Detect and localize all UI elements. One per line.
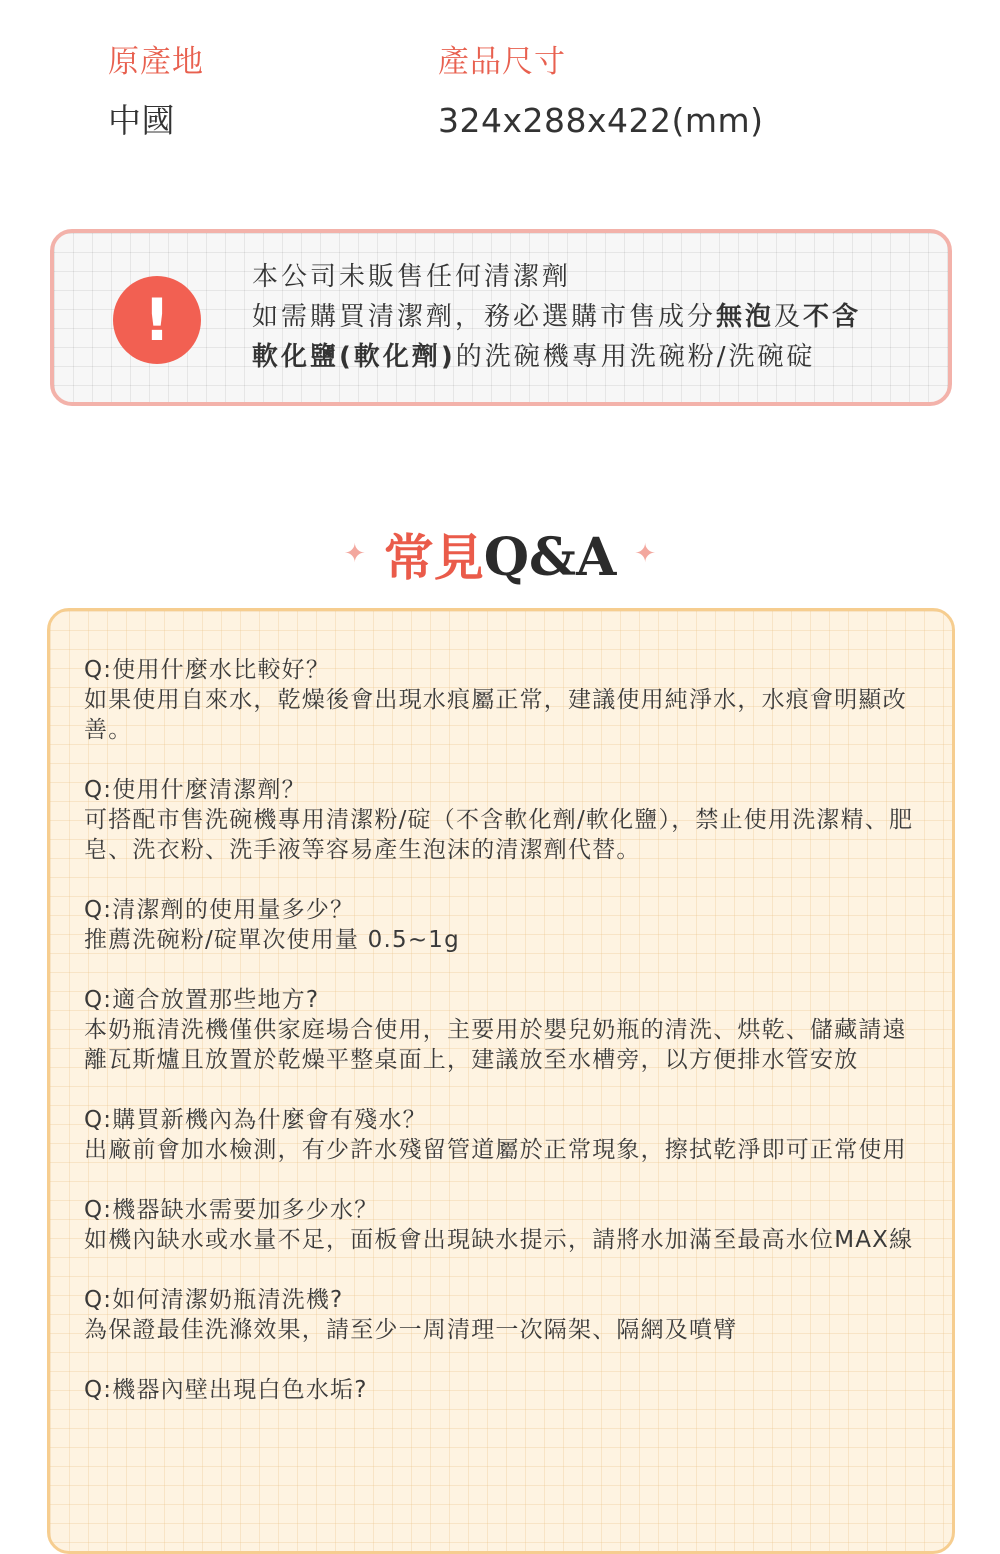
qa-answer: 出廠前會加水檢測，有少許水殘留管道屬於正常現象，擦拭乾淨即可正常使用 [84,1137,907,1163]
qa-answer: 可搭配市售洗碗機專用清潔粉/碇（不含軟化劑/軟化鹽），禁止使用洗潔精、肥皂、洗衣粉、洗手液等容易產生泡沫的清潔劑代替。 [84,807,914,863]
qa-question: Q:使用什麼水比較好？ [84,657,331,683]
size-label: 產品尺寸 [438,44,566,80]
notice-line-1: 本公司未販售任何清潔劑 [252,262,572,292]
qa-item [84,985,914,1075]
qa-question: Q:機器缺水需要加多少水？ [84,1197,379,1223]
size-value: 324x288x422(mm) [438,101,764,140]
qa-answer: 如果使用自來水，乾燥後會出現水痕屬正常，建議使用純淨水，水痕會明顯改善。 [84,687,907,743]
exclamation-icon: ! [113,276,201,364]
qa-question: Q:機器內壁出現白色水垢? [84,1377,368,1403]
notice-line-2-text: 如需購買清潔劑，務必選購市售成分 [252,302,717,332]
origin-label: 原產地 [108,44,204,80]
qa-item [84,1105,914,1165]
notice-line-2 [252,297,932,337]
qa-question: Q:清潔劑的使用量多少？ [84,897,355,923]
origin-value: 中國 [108,101,175,140]
qa-item [84,1375,914,1405]
qa-item [84,895,914,955]
spec-origin [108,40,204,143]
qa-answer: 推薦洗碗粉/碇單次使用量 0.5~1g [84,927,460,953]
notice-emphasis-no-salt: 不含 [803,302,862,332]
qa-answer: 如機內缺水或水量不足，面板會出現缺水提示，請將水加滿至最高水位MAX線 [84,1227,914,1253]
qa-answer: 本奶瓶清洗機僅供家庭場合使用，主要用於嬰兒奶瓶的清洗、烘乾、儲藏請遠離瓦斯爐且放置於乾燥平整桌面上，建議放至水槽旁，以方便排水管安放 [84,1017,907,1073]
sparkle-icon-left: ✦ [343,538,366,569]
notice-emphasis-no-foam: 無泡 [716,302,775,332]
sparkle-icon-right: ✦ [634,538,657,569]
qa-question: Q:使用什麼清潔劑？ [84,777,306,803]
qa-answer: 為保證最佳洗滌效果，請至少一周清理一次隔架、隔網及噴臂 [84,1317,738,1343]
spec-size [438,40,764,143]
qa-title-chinese: 常見 [383,528,484,587]
qa-item [84,775,914,865]
notice-line-3 [252,337,932,377]
notice-line-2-connector: 及 [774,302,804,332]
qa-item [84,1285,914,1345]
qa-box [47,608,955,1554]
qa-list [84,655,914,1435]
notice-line-3-text: 的洗碗機專用洗碗粉/洗碗碇 [455,342,816,372]
qa-question: Q:適合放置那些地方? [84,987,320,1013]
qa-item [84,655,914,745]
qa-item [84,1195,914,1255]
detergent-notice [50,229,952,406]
qa-heading [0,522,1000,593]
qa-title-english: Q&A [483,526,617,588]
notice-text [252,257,932,377]
qa-question: Q:購買新機內為什麼會有殘水？ [84,1107,427,1133]
notice-emphasis-softener: 軟化鹽(軟化劑) [252,342,456,372]
qa-question: Q:如何清潔奶瓶清洗機? [84,1287,344,1313]
